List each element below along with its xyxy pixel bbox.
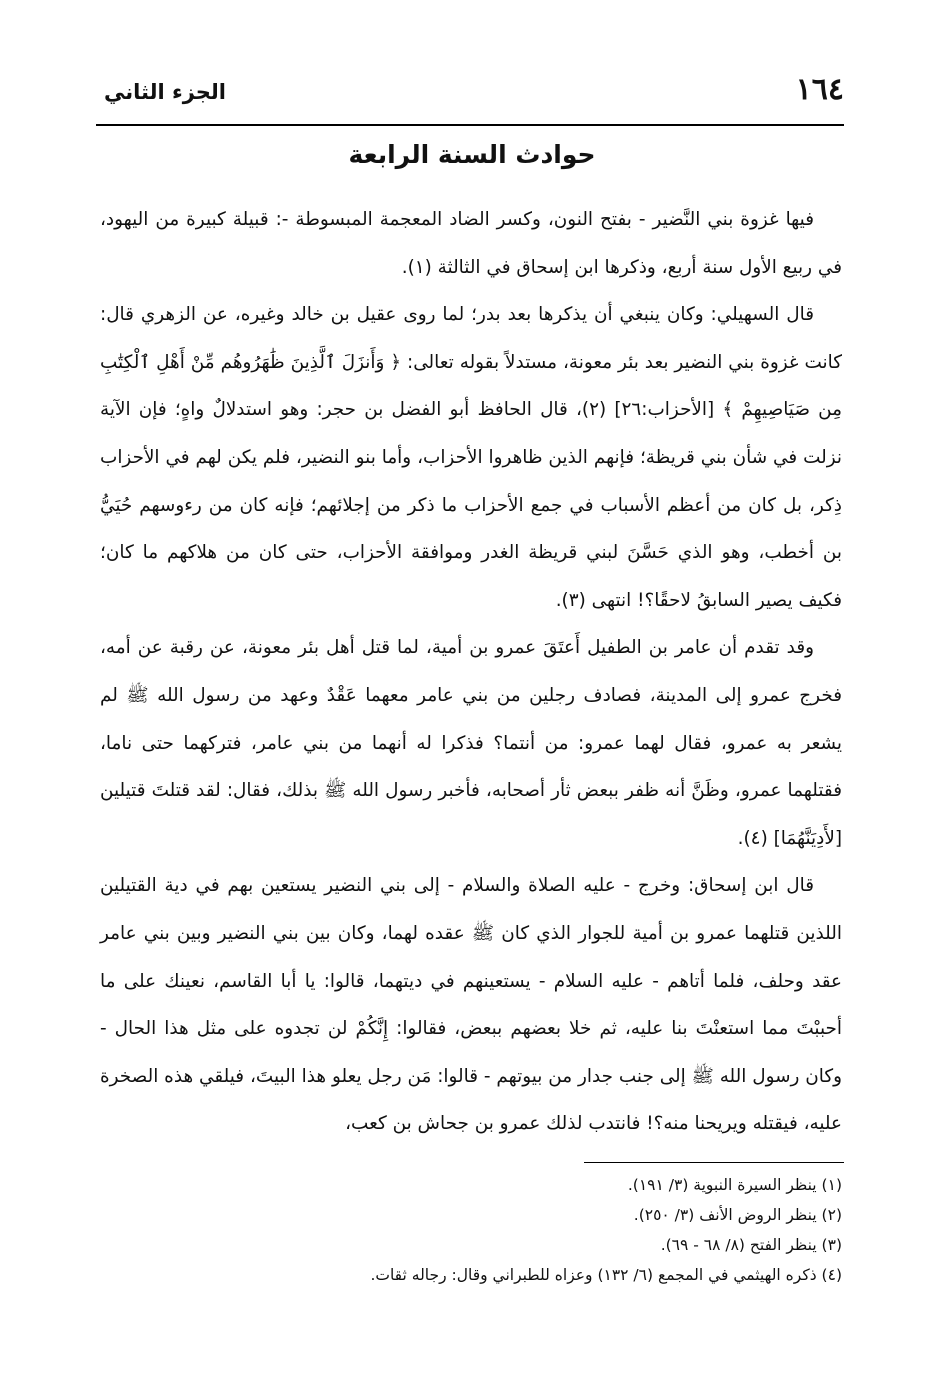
paragraph: قال السهيلي: وكان ينبغي أن يذكرها بعد بدر؛ لما روى عقيل بن خالد وغيره، عن الزهري قال: كانت غزوة بني النضير بعد بئر معونة، مستدلاً بقوله تعالى: ﴿ وَأَنزَلَ ٱلَّذِينَ ظَٰهَرُوهُم مِّنْ أَهْلِ ٱلْكِتَٰبِ مِن صَيَاصِيهِمْ ﴾ [الأحزاب:٢٦] (٢)، قال الحافظ أبو الفضل بن حجر: وهو استدلالٌ واهٍ؛ فإن الآية نزلت في شأن بني قريظة؛ فإنهم الذين ظاهروا الأحزاب، وأما بنو النضير، فلم يكن لهم في الأحزاب ذِكر، بل كان من أعظم الأسباب في جمع الأحزاب ما ذكر من إجلائهم؛ فإنه كان من رءوسهم حُيَيُّ بن أخطب، وهو الذي حَسَّنَ لبني قريظة الغدر وموافقة الأحزاب، حتى كان من هلاكهم ما كان؛ فكيف يصير السابقُ لاحقًا؟! انتهى (٣). [100,304,842,611]
paragraph: وقد تقدم أن عامر بن الطفيل أَعتَقَ عمرو بن أمية، لما قتل أهل بئر معونة، عن رقبة عن أمه، فخرج عمرو إلى المدينة، فصادف رجلين من بني عامر معهما عَقْدٌ وعهد من رسول الله ﷺ لم يشعر به عمرو، فقال لهما عمرو: من أنتما؟ فذكرا له أنهما من بني عامر، فتركهما حتى ناما، فقتلهما عمرو، وظَنَّ أنه ظفر ببعض ثأر أصحابه، فأخبر رسول الله ﷺ بذلك، فقال: لقد قتلتَ قتيلين [لأَدِيَنَّهُمَا] (٤). [100,637,842,849]
paragraph: قال ابن إسحاق: وخرج - عليه الصلاة والسلام - إلى بني النضير يستعين بهم في دية القتيلين اللذين قتلهما عمرو بن أمية للجوار الذي كان ﷺ عقده لهما، وكان بين بني النضير وبين بني عامر عقد وحلف، فلما أتاهم - عليه السلام - يستعينهم في ديتهما، قالوا: يا أبا القاسم، نعينك على ما أحببْتَ مما استعنْتَ بنا عليه، ثم خلا بعضهم ببعض، فقالوا: إِنَّكُمْ لن تجدوه على مثل هذا الحال - وكان رسول الله ﷺ إلى جنب جدار من بيوتهم - قالوا: مَن رجل يعلو هذا البيتَ، فيلقي هذه الصخرة عليه، فيقتله ويريحنا منه؟! فانتدب لذلك عمرو بن جحاش بن كعب، [100,875,842,1135]
running-header [98,72,844,122]
part-title: الجزء الثاني [104,80,227,104]
footnotes [100,1170,842,1290]
footnote: (٤) ذكره الهيثمي في المجمع (٦/ ١٣٢) وعزاه للطبراني وقال: رجاله ثقات. [370,1266,842,1284]
footnote: (٢) ينظر الروض الأنف (٣/ ٢٥٠). [633,1206,842,1224]
footnote: (٣) ينظر الفتح (٨/ ٦٨ - ٦٩). [660,1236,842,1254]
page-number: ١٦٤ [795,72,844,107]
footnote-rule [584,1162,844,1163]
section-title: حوادث السنة الرابعة [348,140,596,169]
paragraph: فيها غزوة بني النَّضير - بفتح النون، وكسر الضاد المعجمة المبسوطة -: قبيلة كبيرة من اليهود، في ربيع الأول سنة أربع، وذكرها ابن إسحاق في الثالثة (١). [100,209,842,278]
footnote: (١) ينظر السيرة النبوية (٣/ ١٩١). [627,1176,842,1194]
body-text [100,196,842,1148]
header-rule [96,124,844,126]
